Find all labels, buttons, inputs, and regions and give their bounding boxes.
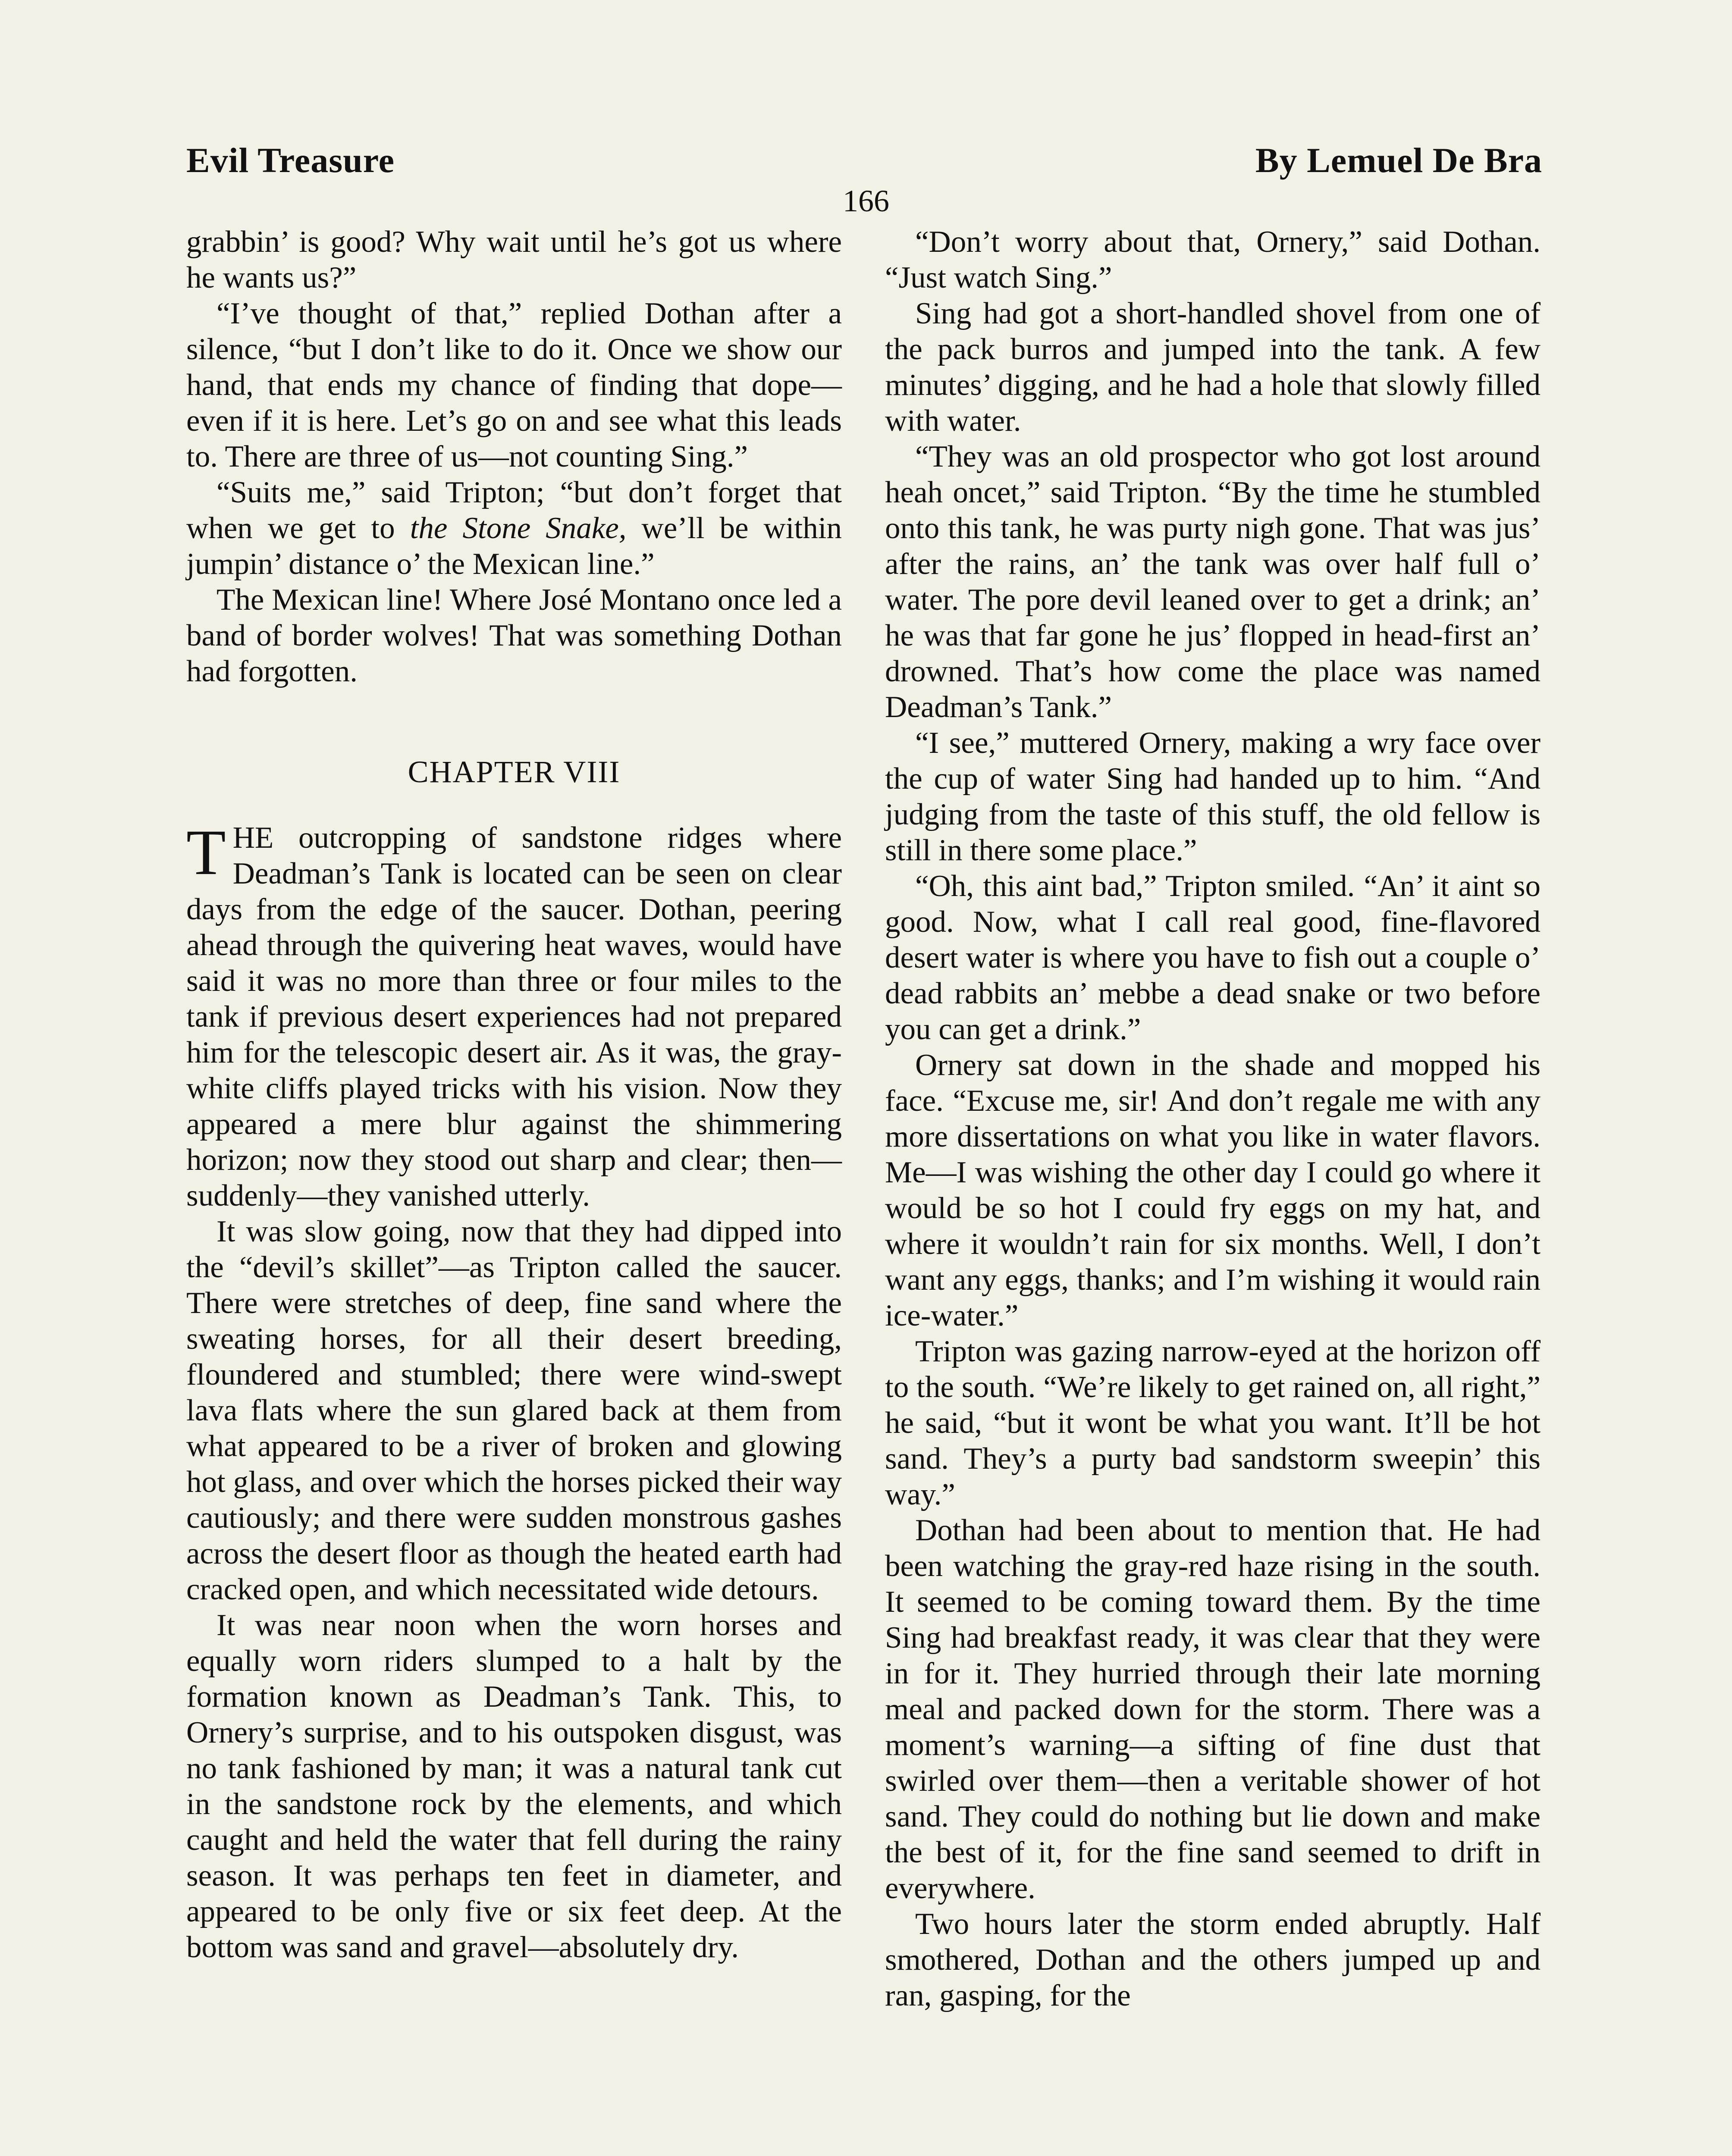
text-run: “Suits me,” said Tripton; “but don’t forget that when we get to [186,476,842,545]
paragraph [186,475,842,582]
text-run: HE outcropping of sandstone ridges where Deadman’s Tank is located can be seen on clear days from the edge of the saucer. Dothan, peering ahead through the quivering heat waves, would have said it was no more than three or four miles to the tank if previous desert experiences had not prepared him for the telescopic desert air. As it was, the gray-white cliffs played tricks with his vision. Now they appeared a mere blur against the shimmering horizon; now they stood out sharp and clear; then—suddenly—they vanished utterly. [186,821,842,1213]
paragraph: “They was an old prospector who got lost around heah oncet,” said Tripton. “By the time he stumbled onto this tank, he was purty nigh gone. That was jus’ after the rains, an’ the tank was over half full o’ water. The pore devil leaned over to get a drink; an’ he was that far gone he jus’ flopped in head-first an’ drowned. That’s how come the place was named Deadman’s Tank.” [885,440,1541,724]
paragraph: “Oh, this aint bad,” Tripton smiled. “An’ it aint so good. Now, what I call real good, fine-flavored desert water is where you have to fish out a couple o’ dead rabbits an’ mebbe a dead snake or two before you can get a drink.” [885,869,1541,1046]
drop-cap: T [186,817,226,888]
paragraph: Dothan had been about to mention that. He had been watching the gray-red haze rising in the south. It seemed to be coming toward them. By the time Sing had breakfast ready, it was clear that they were in for it. They hurried through their late morning meal and packed down for the storm. There was a moment’s warning—a sifting of fine dust that swirled over them—then a veritable shower of hot sand. They could do nothing but lie down and make the best of it, for the fine sand seemed to drift in everywhere. [885,1514,1541,1905]
paragraph: Ornery sat down in the shade and mopped his face. “Excuse me, sir! And don’t regale me with any more dissertations on what you like in water flavors. Me—I was wishing the other day I could go where it would be so hot I could fry eggs on my hat, and where it wouldn’t rain for six months. Well, I don’t want any eggs, thanks; and I’m wishing it would rain ice-water.” [885,1048,1541,1332]
left-column [186,224,842,1965]
paragraph: “Don’t worry about that, Ornery,” said Dothan. “Just watch Sing.” [885,225,1541,295]
author-byline: By Lemuel De Bra [1255,141,1542,180]
chapter-opening-paragraph [186,817,842,1214]
story-title: Evil Treasure [186,141,395,180]
paragraph: “I see,” muttered Ornery, making a wry face over the cup of water Sing had handed up to him. “And judging from the taste of this stuff, the old fellow is still in there some place.” [885,726,1541,867]
italic-text: the Stone Snake, [410,511,627,545]
paragraph: It was near noon when the worn horses and equally worn riders slumped to a halt by the formation known as Deadman’s Tank. This, to Ornery’s surprise, and to his outspoken disgust, was no tank fashioned by man; it was a natural tank cut in the sandstone rock by the elements, and which caught and held the water that fell during the rainy season. It was perhaps ten feet in diameter, and appeared to be only five or six feet deep. At the bottom was sand and gravel—absolutely dry. [186,1608,842,1964]
paragraph: Sing had got a short-handled shovel from one of the pack burros and jumped into the tank. A few minutes’ digging, and he had a hole that slowly filled with water. [885,297,1541,438]
chapter-heading: CHAPTER VIII [408,755,621,789]
paragraph: “I’ve thought of that,” replied Dothan after a silence, “but I don’t like to do it. Once we show our hand, that ends my chance of finding that dope—even if it is here. Let’s go on and see what this leads to. There are three of us—not counting Sing.” [186,297,842,473]
paragraph: It was slow going, now that they had dipped into the “devil’s skillet”—as Tripton called the saucer. There were stretches of deep, fine sand where the sweating horses, for all their desert breeding, floundered and stumbled; there were wind-swept lava flats where the sun glared back at them from what appeared to be a river of broken and glowing hot glass, and over which the horses picked their way cautiously; and there were sudden monstrous gashes across the desert floor as though the heated earth had cracked open, and which necessitated wide detours. [186,1215,842,1606]
page-number: 166 [843,184,889,218]
paragraph: The Mexican line! Where José Montano once led a band of border wolves! That was something Dothan had forgotten. [186,583,842,688]
right-column [885,224,1541,2014]
paragraph: Two hours later the storm ended abruptly. Half smothered, Dothan and the others jumped up and ran, gasping, for the [885,1907,1541,2012]
paragraph: Tripton was gazing narrow-eyed at the horizon off to the south. “We’re likely to get rained on, all right,” he said, “but it wont be what you want. It’ll be hot sand. They’s a purty bad sandstorm sweepin’ this way.” [885,1335,1541,1511]
text-run: we’ll be within jumpin’ distance o’ the Mexican line.” [186,511,842,581]
paragraph: grabbin’ is good? Why wait until he’s got us where he wants us?” [186,225,842,295]
